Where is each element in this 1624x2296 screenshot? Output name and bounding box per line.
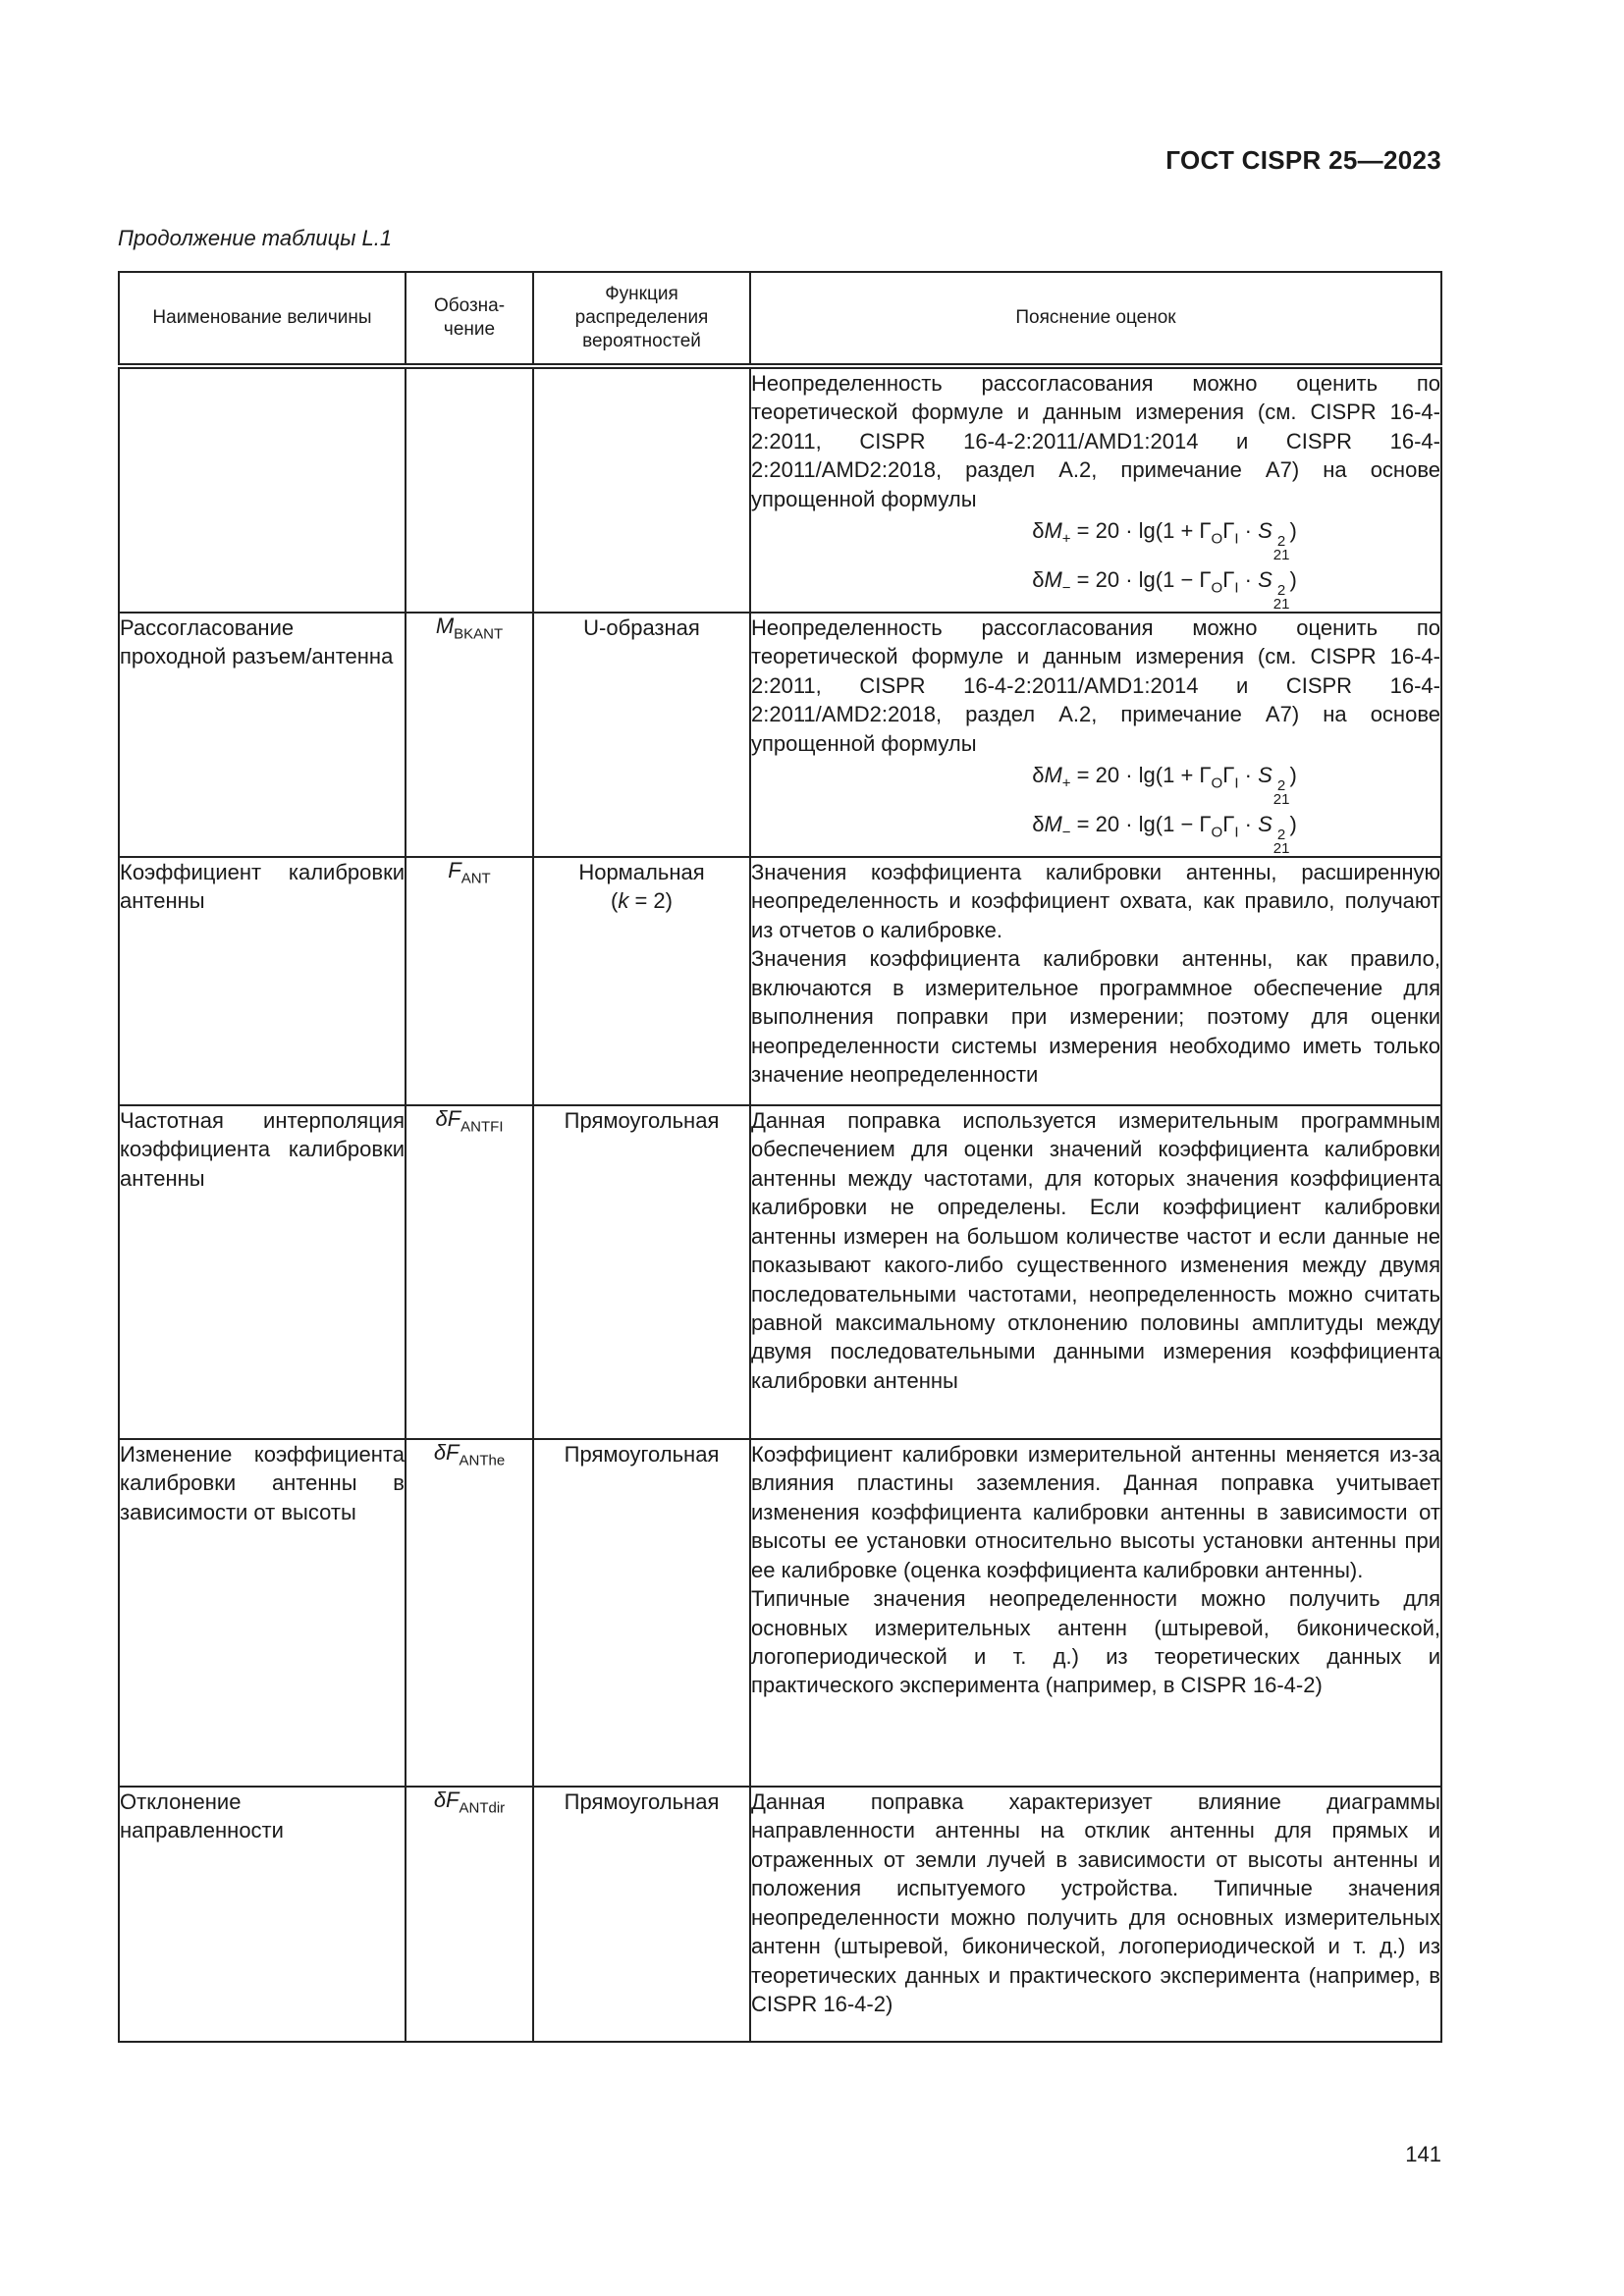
row-distribution bbox=[533, 366, 750, 613]
explanation-paragraph: Типичные значения неопределенности можно получить для основных измерительных антенн (штыревой, биконической, логопериодической и т. д.) из теоретических данных и практического эксперимента (например, в CISPR 16-4-2) bbox=[751, 1586, 1440, 1698]
row-explanation bbox=[750, 1787, 1441, 2042]
explanation-paragraph: Данная поправка используется измерительным программным обеспечением для оценки значений коэффициента калибровки антенны между частотами, для которых значения коэффициента калибровки не определены. Если коэффициент калибровки антенны измерен на большом количестве частот и если данные не показывают какого-либо существенного изменения между двумя последовательными частотами, неопределенность можно считать равной максимальному отклонению половины амплитуды между двумя последовательными данными измерения коэффициента калибровки антенны bbox=[751, 1108, 1440, 1393]
explanation-paragraph: Неопределенность рассогласования можно оценить по теоретической формуле и данным измерения (см. CISPR 16-4-2:2011, CISPR 16-4-2:2011/AMD1:2014 и CISPR 16-4-2:2011/AMD2:2018, раздел A.2, примечание A7) на основе упрощенной формулы bbox=[751, 371, 1440, 511]
row-explanation bbox=[750, 857, 1441, 1105]
explanation-paragraph: Коэффициент калибровки измерительной антенны меняется из-за влияния пластины заземления. Данная поправка учитывает изменения коэффициента калибровки антенны в зависимости от высоты ее установки относительно высоты установки антенны при ее калибровке (оценка коэффициента калибровки антенны). bbox=[751, 1442, 1440, 1582]
row-explanation bbox=[750, 366, 1441, 613]
formula-minus: $\delta M_- = 20 \cdot \lg(1 - \Gamma_O\Gamma_I \cdot S$ 2 21 ) bbox=[1032, 812, 1297, 858]
column-header-explanation: Пояснение оценок bbox=[750, 272, 1441, 366]
table-row bbox=[119, 1105, 1441, 1439]
row-symbol: $F_{ANT}$ bbox=[406, 857, 533, 1105]
row-name bbox=[119, 366, 406, 613]
row-symbol bbox=[406, 366, 533, 613]
explanation-paragraph: Данная поправка характеризует влияние диаграммы направленности антенны на отклик антенны для прямых и отраженных от земли лучей в зависимости от высоты антенны и положения испытуемого устройства. Типичные значения неопределенности можно получить для основных измерительных антенн (штыревой, биконической, логопериодической и т. д.) из теоретических данных и практического эксперимента (например, в CISPR 16-4-2) bbox=[751, 1789, 1440, 2016]
column-header-distribution: Функция распределения вероятностей bbox=[533, 272, 750, 366]
row-name: Частотная интерполяция коэффициента калибровки антенны bbox=[119, 1105, 406, 1439]
row-symbol: $\delta F_{ANTdir}$ bbox=[406, 1787, 533, 2042]
explanation-paragraph: Значения коэффициента калибровки антенны, расширенную неопределенность и коэффициент охвата, как правило, получают из отчетов о калибровке. bbox=[751, 860, 1440, 942]
row-distribution: U-образная bbox=[533, 613, 750, 857]
table-row bbox=[119, 1439, 1441, 1787]
row-symbol: $\delta F_{ANThe}$ bbox=[406, 1439, 533, 1787]
row-name: Коэффициент калибровки антенны bbox=[119, 857, 406, 1105]
explanation-paragraph: Неопределенность рассогласования можно оценить по теоретической формуле и данным измерения (см. CISPR 16-4-2:2011, CISPR 16-4-2:2011/AMD1:2014 и CISPR 16-4-2:2011/AMD2:2018, раздел A.2, примечание A7) на основе упрощенной формулы bbox=[751, 615, 1440, 756]
column-header-name: Наименование величины bbox=[119, 272, 406, 366]
row-explanation bbox=[750, 613, 1441, 857]
distribution-note: (k = 2) bbox=[611, 888, 673, 914]
uncertainty-table bbox=[118, 271, 1442, 2043]
row-name: Изменение коэффициента калибровки антенны в зависимости от высоты bbox=[119, 1439, 406, 1787]
table-row bbox=[119, 613, 1441, 857]
row-distribution: Прямоугольная bbox=[533, 1105, 750, 1439]
row-explanation bbox=[750, 1439, 1441, 1787]
page-number: 141 bbox=[1405, 2142, 1441, 2166]
document-header: ГОСТ CISPR 25—2023 bbox=[1165, 145, 1441, 175]
row-explanation bbox=[750, 1105, 1441, 1439]
row-distribution: Нормальная (k = 2) bbox=[533, 857, 750, 1105]
formula-plus: $\delta M_+ = 20 \cdot \lg(1 + \Gamma_O\Gamma_I \cdot S$ 2 21 ) bbox=[1032, 518, 1297, 564]
formula-plus: $\delta M_+ = 20 \cdot \lg(1 + \Gamma_O\Gamma_I \cdot S$ 2 21 ) bbox=[1032, 763, 1297, 809]
explanation-paragraph: Значения коэффициента калибровки антенны, как правило, включаются в измерительное программное обеспечение для выполнения поправки при измерении; поэтому для оценки неопределенности системы измерения необходимо иметь только значение неопределенности bbox=[751, 946, 1440, 1087]
row-name: Отклонение направленности bbox=[119, 1787, 406, 2042]
column-header-symbol: Обозна-чение bbox=[406, 272, 533, 366]
table-row bbox=[119, 1787, 1441, 2042]
row-distribution: Прямоугольная bbox=[533, 1439, 750, 1787]
row-symbol: $\delta F_{ANTFI}$ bbox=[406, 1105, 533, 1439]
table-caption: Продолжение таблицы L.1 bbox=[118, 226, 393, 250]
row-distribution: Прямоугольная bbox=[533, 1787, 750, 2042]
table-row bbox=[119, 857, 1441, 1105]
row-name: Рассогласование проходной разъем/антенна bbox=[119, 613, 406, 857]
row-symbol: $M_{BKANT}$ bbox=[406, 613, 533, 857]
table-row bbox=[119, 366, 1441, 613]
formula-minus: $\delta M_- = 20 \cdot \lg(1 - \Gamma_O\Gamma_I \cdot S$ 2 21 ) bbox=[1032, 567, 1297, 614]
